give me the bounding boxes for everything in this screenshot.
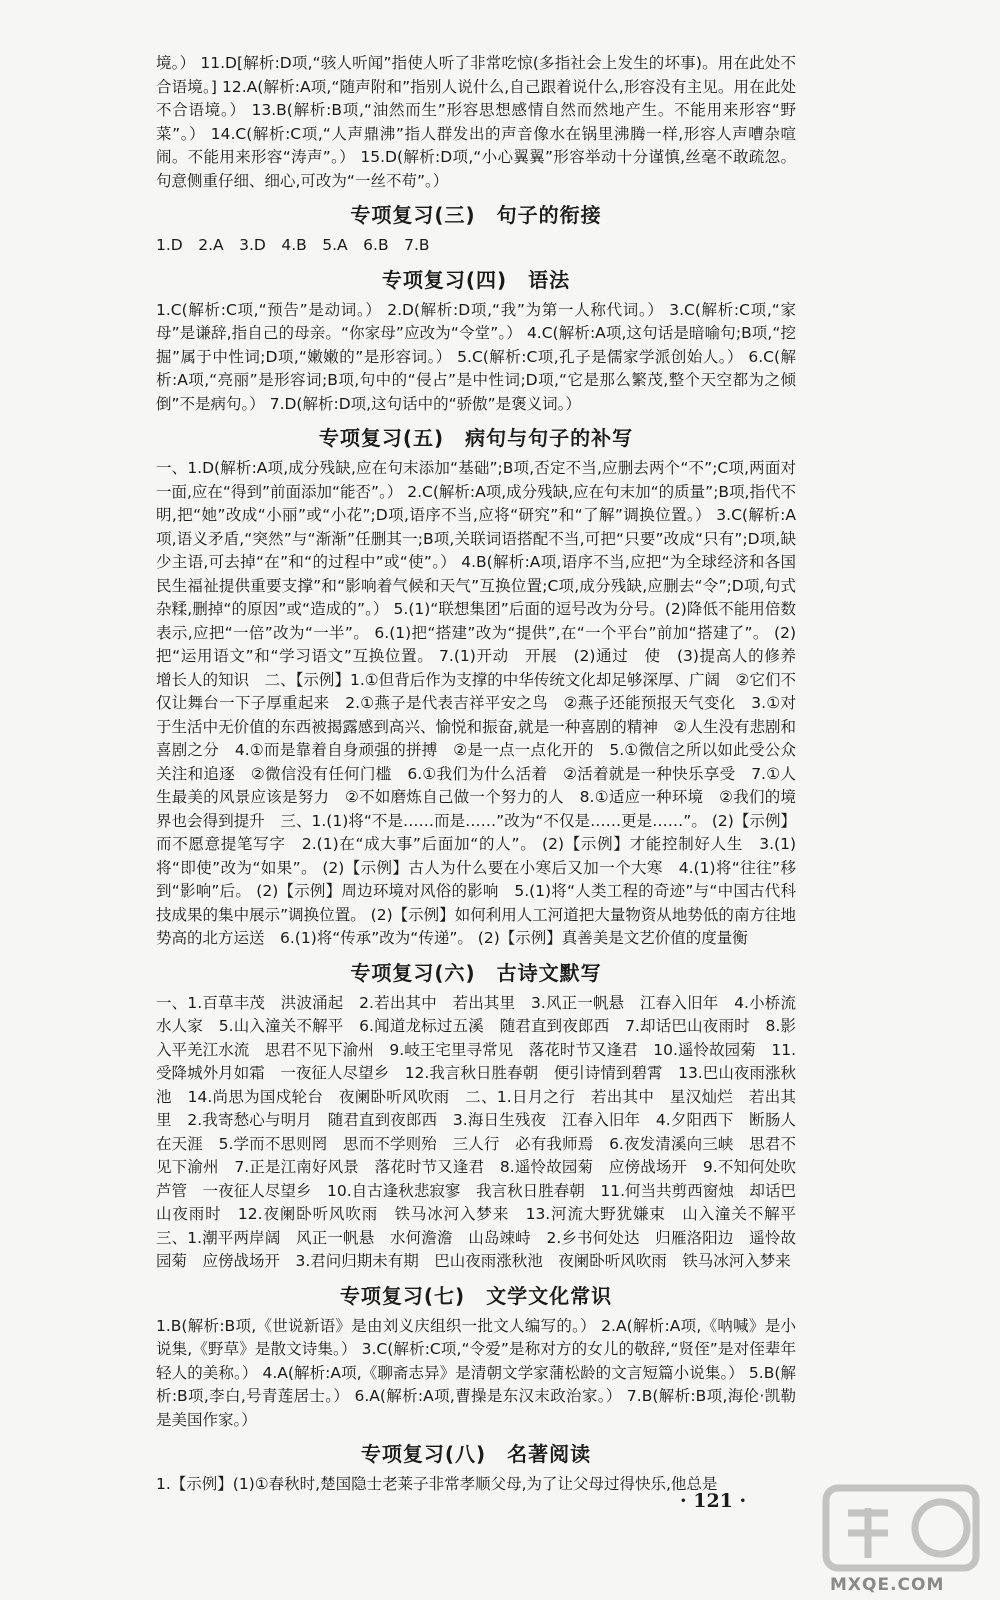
- section-title: 专项复习(七) 文学文化常识: [339, 1283, 613, 1308]
- answer-paragraph: 1.B(解析:B项,《世说新语》是由刘义庆组织一批文人编写的。） 2.A(解析:A项,《呐喊》是小说集,《野草》是散文诗集。） 3.C(解析:C项,“令爱”是称对方的女儿的敬辞,“贤侄”是对侄辈年轻人的美称。） 4.A(解析:A项,《聊斋志异》是清朝文学家蒲松龄的文言短篇小说集。） 5.B(解析:B项,李白,号青莲居士。） 6.A(解析:A项,曹操是东汉末政治家。） 7.B(解析:B项,海伦·凯勒是美国作家。）: [156, 1316, 796, 1429]
- section-title: 专项复习(四) 语法: [381, 267, 571, 292]
- answer-key-content: [156, 52, 812, 1497]
- answer-paragraph: 一、1.百草丰茂 洪波涌起 2.若出其中 若出其里 3.风正一帆悬 江春入旧年 4.小桥流水人家 5.山入潼关不解平 6.闻道龙标过五溪 随君直到夜郎西 7.却话巴山夜雨时 8.影入平羌江水流 思君不见下渝州 9.岐王宅里寻常见 落花时节又逢君 10.遥怜故园菊 11.受降城外月如霜 一夜征人尽望乡 12.我言秋日胜春朝 便引诗情到碧霄 13.巴山夜雨涨秋池 14.尚思为国戍轮台 夜阑卧听风吹雨 二、1.日月之行 若出其中 星汉灿烂 若出其里 2.我寄愁心与明月 随君直到夜郎西 3.海日生残夜 江春入旧年 4.夕阳西下 断肠人在天涯 5.学而不思则罔 思而不学则殆 三人行 必有我师焉 6.夜发清溪向三峡 思君不见下渝州 7.正是江南好风景 落花时节又逢君 8.遥怜故园菊 应傍战场开 9.不知何处吹芦管 一夜征人尽望乡 10.自古逢秋悲寂寥 我言秋日胜春朝 11.何当共剪西窗烛 却话巴山夜雨时 12.夜阑卧听风吹雨 铁马冰河入梦来 13.河流大野犹嫌束 山入潼关不解平 三、1.潮平两岸阔 风正一帆悬 水何澹澹 山岛竦峙 2.乡书何处达 归雁洛阳边 遥怜故园菊 应傍战场开 3.君问归期未有期 巴山夜雨涨秋池 夜阑卧听风吹雨 铁马冰河入梦来: [156, 993, 812, 1270]
- answer-paragraph: 境。） 11.D[解析:D项,“骇人听闻”指使人听了非常吃惊(多指社会上发生的坏事)。用在此处不合语境。] 12.A(解析:A项,“随声附和”指别人说什么,自己跟着说什么,形容没有主见。用在此处不合语境。） 13.B(解析:B项,“油然而生”形容思想感情自然而然地产生。不能用来形容“野菜”。） 14.C(解析:C项,“人声鼎沸”指人群发出的声音像水在锅里沸腾一样,形容人声嘈杂喧闹。不能用来形容“涛声”。） 15.D(解析:D项,“小心翼翼”形容举动十分谨慎,丝毫不敢疏忽。句意侧重仔细、细心,可改为“一丝不苟”。）: [156, 54, 796, 190]
- answer-paragraph: 1.D 2.A 3.D 4.B 5.A 6.B 7.B: [156, 236, 430, 254]
- page-number: · 121 ·: [680, 1490, 747, 1512]
- watermark-url: MXQE.COM: [830, 1575, 945, 1595]
- section-title: 专项复习(三) 句子的衔接: [350, 203, 602, 227]
- answer-paragraph: 一、1.D(解析:A项,成分残缺,应在句末添加“基础”;B项,否定不当,应删去两个“不”;C项,两面对一面,应在“得到”前面添加“能否”。） 2.C(解析:A项,成分残缺,应在句末加“的质量”;B项,指代不明,把“她”改成“小丽”或“小花”;D项,语序不当,应将“研究”和“了解”调换位置。） 3.C(解析:A项,语义矛盾,“突然”与“渐渐”任删其一;B项,关联词语搭配不当,可把“只要”改成“只有”;D项,缺少主语,可去掉“在”和“的过程中”或“使”。） 4.B(解析:A项,语序不当,应把“为全球经济和各国民生福祉提供重要支撑”和“影响着气候和天气”互换位置;C项,成分残缺,应删去“令”;D项,句式杂糅,删掉“的原因”或“造成的”。） 5.(1)“联想集团”后面的逗号改为分号。(2)降低不能用倍数表示,应把“一倍”改为“一半”。 6.(1)把“搭建”改为“提供”,在“一个平台”前加“搭建了”。 (2)把“运用语文”和“学习语文”互换位置。 7.(1)开动 开展 (2)通过 使 (3)提高人的修养 增长人的知识 二、【示例】1.①但背后作为支撑的中华传统文化却足够深厚、广阔 ②它们不仅让舞台一下子厚重起来 2.①燕子是代表吉祥平安之鸟 ②燕子还能预报天气变化 3.①对于生活中无价值的东西被揭露感到高兴、愉悦和振奋,就是一种喜剧的精神 ②人生没有悲剧和喜剧之分 4.①而是靠着自身顽强的拼搏 ②是一点一点化开的 5.①微信之所以如此受公众关注和追逐 ②微信没有任何门槛 6.①我们为什么活着 ②活着就是一种快乐享受 7.①人生最美的风景应该是努力 ②不如磨炼自己做一个努力的人 8.①适应一种环境 ②我们的境界也会得到提升 三、1.(1)将“不是……而是……”改为“不仅是……更是……”。 (2)【示例】而不愿意提笔写字 2.(1)在“成大事”后面加“的人”。 (2)【示例】才能控制好人生 3.(1)将“即使”改为“如果”。 (2)【示例】古人为什么要在小寒后又加一个大寒 4.(1)将“往往”移到“影响”后。 (2)【示例】周边环境对风俗的影响 5.(1)将“人类工程的奇迹”与“中国古代科技成果的集中展示”调换位置。 (2)【示例】如何利用人工河道把大量物资从地势低的南方往地势高的北方运送 6.(1)将“传承”改为“传递”。 (2)【示例】真善美是文艺价值的度量衡: [156, 459, 812, 947]
- answer-paragraph: 1.C(解析:C项,“预告”是动词。） 2.D(解析:D项,“我”为第一人称代词。） 3.C(解析:C项,“家母”是谦辞,指自己的母亲。“你家母”应改为“令堂”。） 4.C(解析:A项,这句话是暗喻句;B项,“挖掘”属于中性词;D项,“嫩嫩的”是形容词。） 5.C(解析:C项,孔子是儒家学派创始人。） 6.C(解析:A项,“亮丽”是形容词;B项,句中的“侵占”是中性词;D项,“它是那么繁茂,整个天空都为之倾倒”不是病句。） 7.D(解析:D项,这句话中的“骄傲”是褒义词。）: [156, 300, 796, 413]
- section-title: 专项复习(五) 病句与句子的补写: [318, 426, 634, 450]
- section-title: 专项复习(六) 古诗文默写: [350, 960, 602, 985]
- section-title: 专项复习(八) 名著阅读: [360, 1442, 592, 1466]
- answer-paragraph: 1.【示例】(1)①春秋时,楚国隐士老莱子非常孝顺父母,为了让父母过得快乐,他总是: [156, 1475, 718, 1493]
- watermark-logo: [818, 1478, 988, 1590]
